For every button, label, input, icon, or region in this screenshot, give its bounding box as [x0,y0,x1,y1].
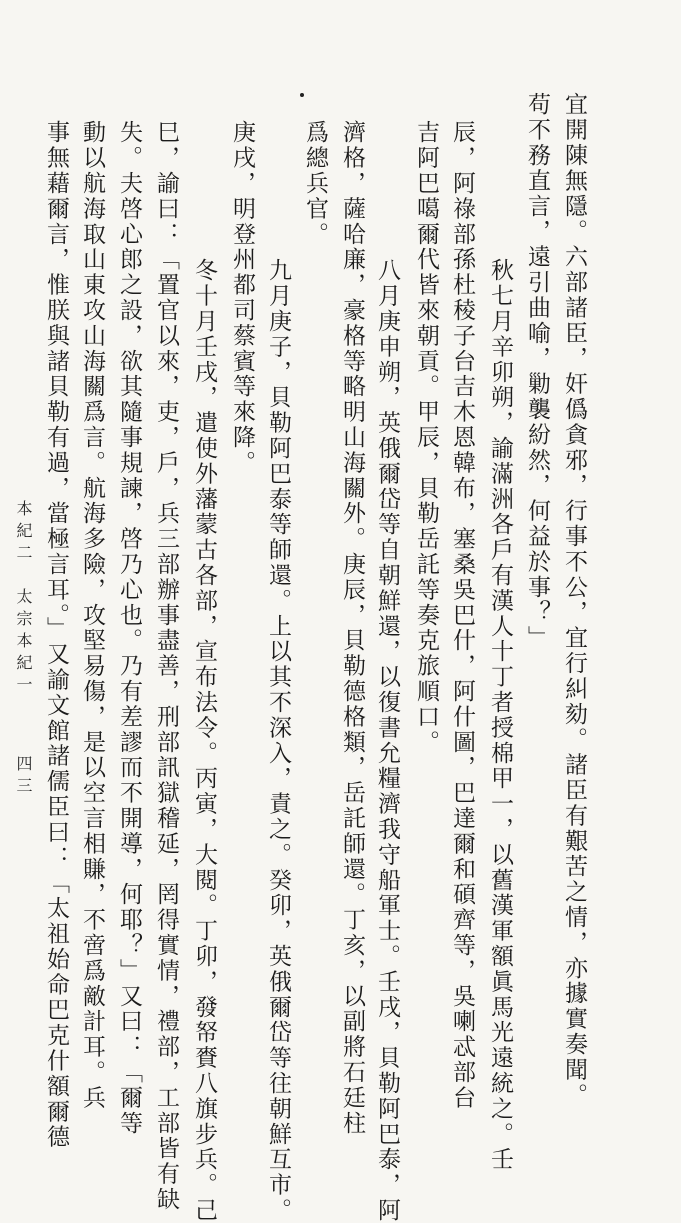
text-column-10: 庚戌，明登州都司蔡賓等來降。 [229,120,255,476]
text-column-11: 冬十月壬戌，遣使外藩蒙古各部，宣布法令。丙寅，大閱。丁卯，發帑賚八旗步兵。己 [191,258,217,1223]
text-column-6: 八月庚申朔，英俄爾岱等自朝鮮還，以復書允糧濟我守船軍士。壬戌，貝勒阿巴泰，阿 [374,258,400,1223]
text-column-2: 苟不務直言，遠引曲喻，勦襲紛然，何益於事？」 [524,92,550,651]
text-column-1: 宜開陳無隱。六部諸臣，奸僞貪邪，行事不公，宜行糾劾。諸臣有艱苦之情，亦據實奏聞。 [561,92,587,1108]
page-number: 四三 [14,755,33,799]
text-column-5: 吉阿巴噶爾代皆來朝貢。甲辰，貝勒岳託等奏克旅順口。 [413,120,439,755]
text-column-4: 辰，阿祿部孫杜稜子台吉木恩韓布，塞桑吳巴什，阿什圖，巴達爾和碩齊等，吳喇忒部台 [449,120,475,1111]
text-column-13: 失。夫啓心郎之設，欲其隨事規諫，啓乃心也。乃有差謬而不開導，何耶？」又曰：「爾等 [116,120,142,1136]
text-column-14: 動以航海取山東攻山海關爲言。航海多險，攻堅易傷，是以空言相賺，不啻爲敵計耳。兵 [79,120,105,1111]
text-column-8: 爲總兵官。 [302,120,328,247]
text-column-12: 巳，諭曰：「置官以來，吏，戶，兵三部辦事盡善，刑部訊獄稽延，罔得實情，禮部，工部皆有缺 [153,120,179,1213]
text-column-9: 九月庚子，貝勒阿巴泰等師還。上以其不深入，責之。癸卯，英俄爾岱等往朝鮮互市。 [265,258,291,1223]
text-column-3: 秋七月辛卯朔，諭滿洲各戶有漢人十丁者授棉甲一，以舊漢軍額眞馬光遠統之。壬 [487,258,513,1173]
text-column-7: 濟格，薩哈廉，豪格等略明山海關外。庚辰，貝勒德格類，岳託師還。丁亥，以副將石廷柱 [339,120,365,1136]
ink-speck [300,93,304,97]
running-header: 本紀二 太宗本紀一 [14,500,33,698]
text-column-15: 事無藉爾言，惟朕與諸貝勒有過，當極言耳。」又諭文館諸儒臣曰：「太祖始命巴克什額爾德 [43,120,69,1150]
